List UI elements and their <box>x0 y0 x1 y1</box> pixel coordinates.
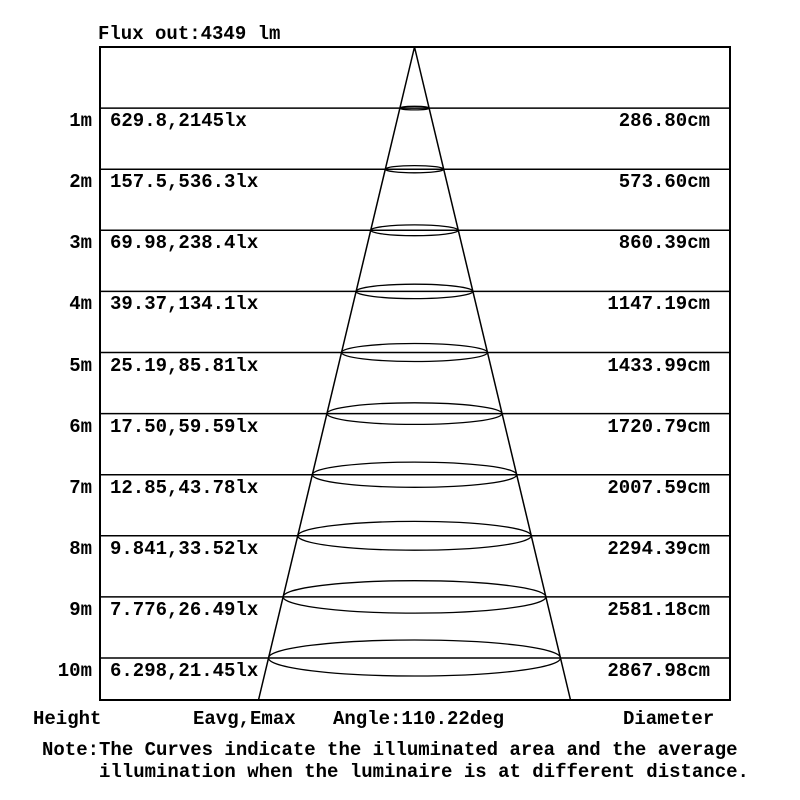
row-eavg-emax-value: 17.50,59.59lx <box>110 415 259 438</box>
row-height-label: 8m <box>69 537 92 560</box>
row-height-label: 4m <box>69 293 92 316</box>
row-eavg-emax-value: 69.98,238.4lx <box>110 232 259 255</box>
row-height-label: 9m <box>69 598 92 621</box>
beam-angle-label: Angle:110.22deg <box>333 708 505 730</box>
row-eavg-emax-value: 7.776,26.49lx <box>110 598 259 621</box>
row-eavg-emax-value: 157.5,536.3lx <box>110 171 259 194</box>
row-eavg-emax-value: 25.19,85.81lx <box>110 354 259 377</box>
row-diameter-value: 1147.19cm <box>607 293 710 316</box>
row-diameter-value: 2294.39cm <box>607 537 710 560</box>
row-height-label: 3m <box>69 232 92 255</box>
row-diameter-value: 2867.98cm <box>607 660 710 682</box>
row-height-label: 6m <box>69 415 92 438</box>
note-line-1: Note:The Curves indicate the illuminated area and the average <box>42 739 738 761</box>
row-diameter-value: 2007.59cm <box>607 476 710 499</box>
row-height-label: 2m <box>69 171 92 194</box>
flux-output-label: Flux out:4349 lm <box>98 23 281 45</box>
cone-edge-left <box>258 47 414 700</box>
row-eavg-emax-value: 9.841,33.52lx <box>110 537 259 560</box>
row-height-label: 1m <box>69 110 92 133</box>
row-height-label: 5m <box>69 354 92 377</box>
diameter-column-label: Diameter <box>623 708 715 730</box>
row-diameter-value: 1433.99cm <box>607 354 710 377</box>
row-eavg-emax-value: 12.85,43.78lx <box>110 476 259 499</box>
row-eavg-emax-value: 39.37,134.1lx <box>110 293 259 316</box>
row-diameter-value: 286.80cm <box>618 110 710 133</box>
row-height-label: 7m <box>69 476 92 499</box>
row-diameter-value: 2581.18cm <box>607 598 710 621</box>
row-eavg-emax-value: 6.298,21.45lx <box>110 660 259 682</box>
cone-edge-right <box>415 47 571 700</box>
row-diameter-value: 1720.79cm <box>607 415 710 438</box>
note-line-2: illumination when the luminaire is at different distance. <box>99 761 749 783</box>
row-height-label: 10m <box>57 660 92 682</box>
row-diameter-value: 860.39cm <box>618 232 710 255</box>
height-column-label: Height <box>33 708 102 730</box>
row-eavg-emax-value: 629.8,2145lx <box>110 110 247 133</box>
row-diameter-value: 573.60cm <box>618 171 710 194</box>
eavg-emax-column-label: Eavg,Emax <box>193 708 296 730</box>
